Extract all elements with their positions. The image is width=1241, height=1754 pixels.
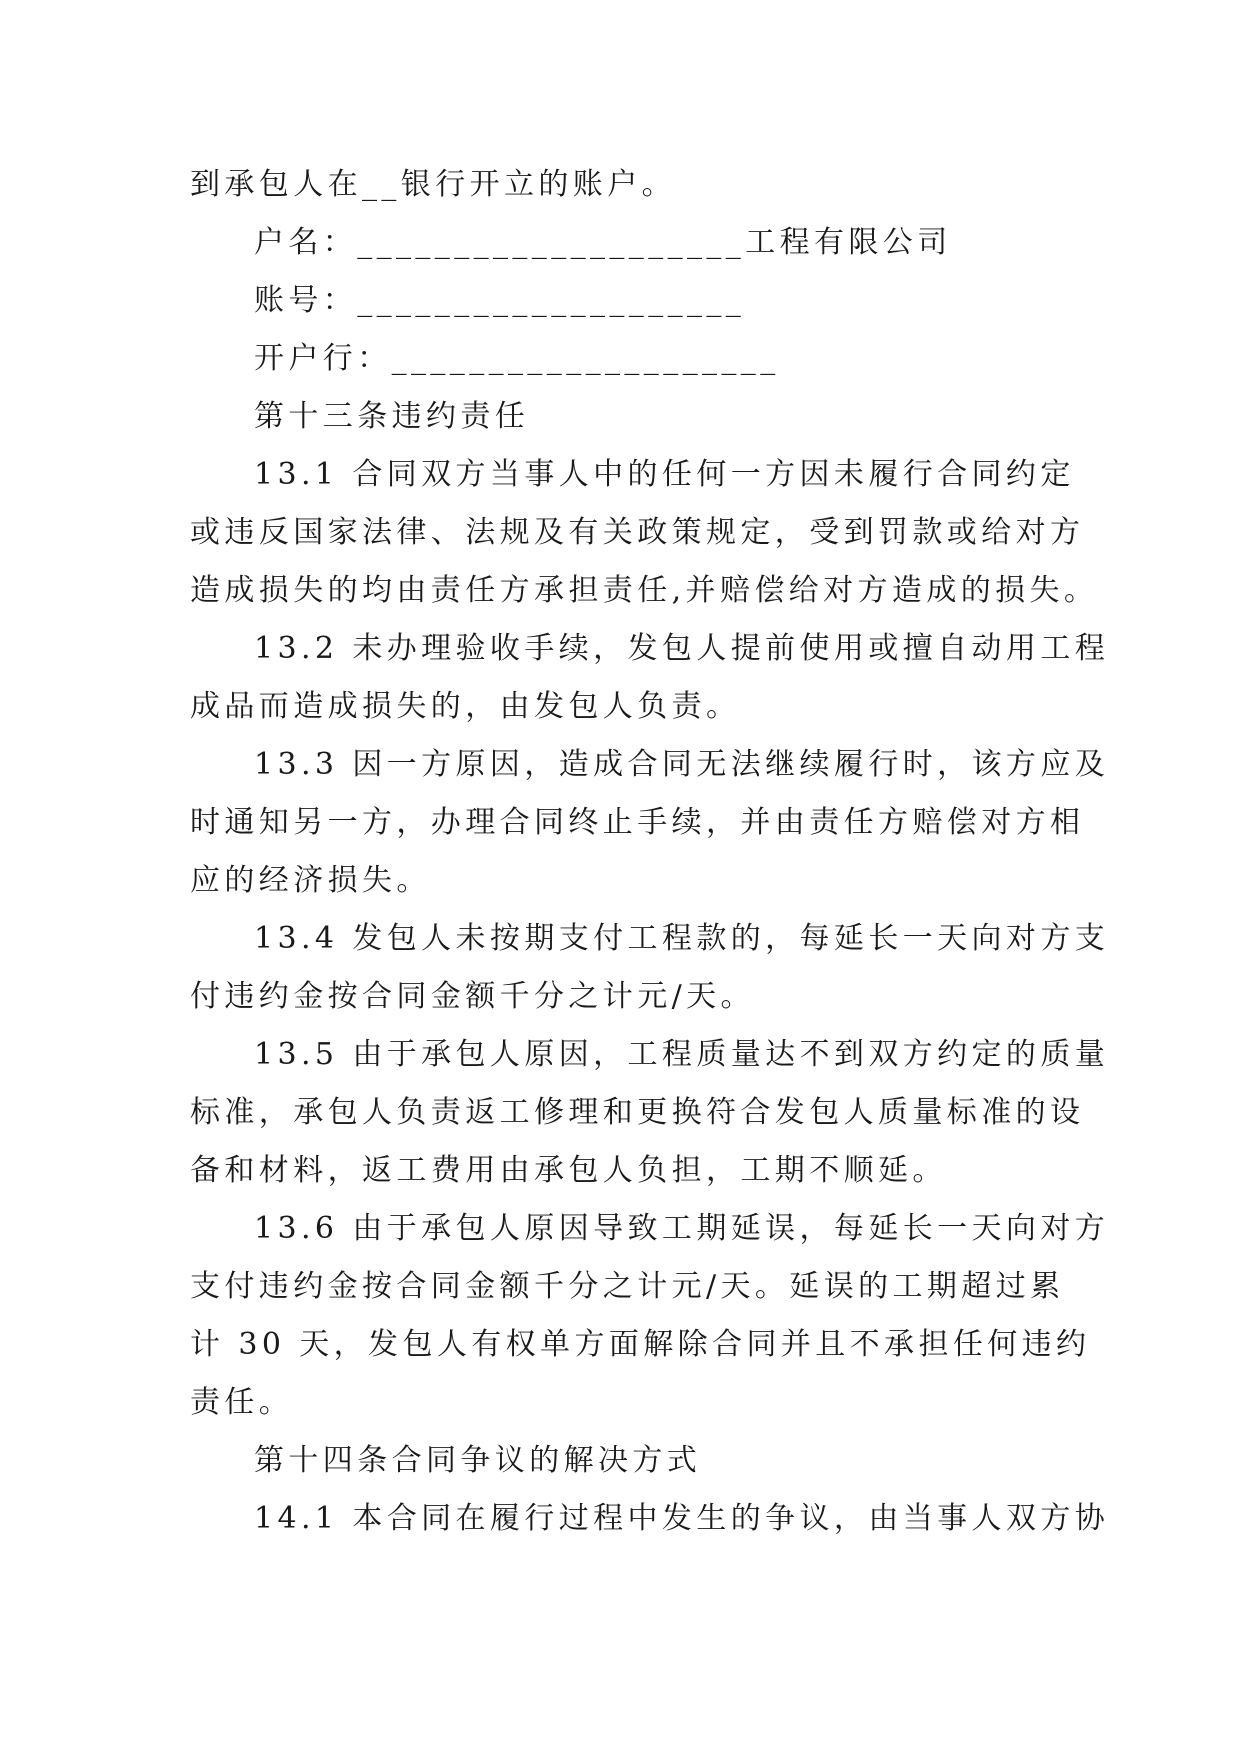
text-line: 造成损失的均由责任方承担责任,并赔偿给对方造成的损失。: [190, 573, 1099, 608]
text-line: 责任。: [190, 1385, 294, 1420]
section-heading-14: 第十四条合同争议的解决方式: [254, 1443, 702, 1478]
text-line: 备和材料，返工费用由承包人负担，工期不顺延。: [190, 1153, 947, 1188]
clause-13-4: 13.4 发包人未按期支付工程款的，每延长一天向对方支: [254, 921, 1110, 956]
text-line: 成品而造成损失的，由发包人负责。: [190, 689, 741, 724]
bank-line: 开户行：____________________: [254, 341, 780, 376]
text-line: 应的经济损失。: [190, 863, 431, 898]
text-line: 标准，承包人负责返工修理和更换符合发包人质量标准的设: [190, 1095, 1085, 1130]
clause-13-6: 13.6 由于承包人原因导致工期延误，每延长一天向对方: [254, 1211, 1110, 1246]
text-line: 或违反国家法律、法规及有关政策规定，受到罚款或给对方: [190, 515, 1085, 550]
section-heading-13: 第十三条违约责任: [254, 399, 530, 434]
clause-14-1: 14.1 本合同在履行过程中发生的争议，由当事人双方协: [254, 1501, 1110, 1536]
account-number-line: 账号：____________________: [254, 283, 746, 318]
clause-13-2: 13.2 未办理验收手续，发包人提前使用或擅自动用工程: [254, 631, 1110, 666]
text-line: 计 30 天，发包人有权单方面解除合同并且不承担任何违约: [190, 1327, 1091, 1362]
clause-13-3: 13.3 因一方原因，造成合同无法继续履行时，该方应及: [254, 747, 1110, 782]
clause-13-5: 13.5 由于承包人原因，工程质量达不到双方约定的质量: [254, 1037, 1110, 1072]
text-line: 付违约金按合同金额千分之计元/天。: [190, 979, 755, 1014]
text-line: 时通知另一方，办理合同终止手续，并由责任方赔偿对方相: [190, 805, 1085, 840]
text-line: 支付违约金按合同金额千分之计元/天。延误的工期超过累: [190, 1269, 1065, 1304]
account-name-line: 户名：____________________工程有限公司: [254, 225, 952, 260]
clause-13-1: 13.1 合同双方当事人中的任何一方因未履行合同约定: [254, 457, 1075, 492]
text-line: 到承包人在__银行开立的账户。: [190, 167, 676, 202]
